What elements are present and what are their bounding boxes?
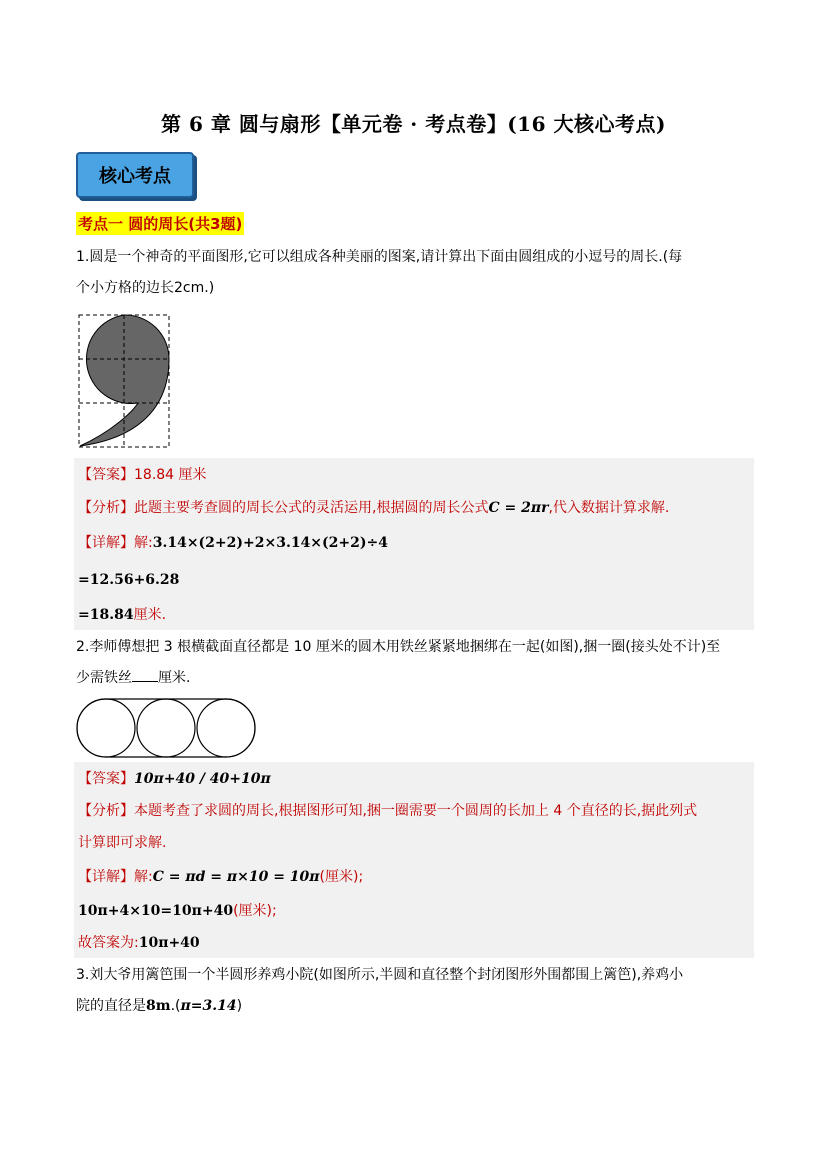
detail-unit: (厘米);	[319, 869, 364, 885]
analysis-text-1: 本题考查了求圆的周长,根据图形可知,捆一圈需要一个圆周的长加上 4 个直径的长,据此列式	[134, 803, 698, 819]
question-2-line-2	[76, 663, 756, 693]
question-3-line-2	[76, 991, 756, 1021]
core-points-badge: 核心考点	[76, 152, 194, 198]
final-answer-prefix: 故答案为:	[78, 935, 139, 951]
answer-block-2	[74, 762, 754, 958]
analysis-tag: 【分析】	[78, 500, 134, 516]
answer-tag: 【答案】	[78, 771, 134, 787]
answer-blank	[132, 667, 158, 682]
question-2-text-a: 少需铁丝	[76, 670, 132, 686]
step-3-unit: 厘米.	[133, 607, 167, 623]
circumference-formula: C = 2πr	[488, 500, 549, 516]
detail-prefix: 解:	[134, 869, 153, 885]
question-2-text-b: 厘米.	[158, 670, 191, 686]
three-logs-figure	[75, 697, 259, 761]
detail-expression: C = πd = π×10 = 10π	[152, 869, 320, 885]
question-2-line-1: 2.李师傅想把 3 根横截面直径都是 10 厘米的圆木用铁丝紧紧地捆绑在一起(如图),捆一圈(接头处不计)至	[76, 639, 721, 655]
section-heading: 考点一 圆的周长(共3题)	[76, 212, 244, 235]
analysis-tag: 【分析】	[78, 803, 134, 819]
diameter-value: 8m	[146, 998, 171, 1014]
question-3-text-a: 院的直径是	[76, 998, 146, 1014]
answer-value: 10π+40 / 40+10π	[134, 771, 271, 787]
question-1-line-1: 1.圆是一个神奇的平面图形,它可以组成各种美丽的图案,请计算出下面由圆组成的小逗号的周长.(每	[76, 249, 683, 265]
detail-tag: 【详解】	[78, 869, 134, 885]
comma-figure	[78, 313, 172, 449]
page-title: 第 6 章 圆与扇形【单元卷 · 考点卷】(16 大核心考点)	[161, 112, 666, 136]
answer-tag: 【答案】	[78, 467, 134, 483]
question-1-line-2: 个小方格的边长2cm.)	[76, 280, 215, 296]
analysis-end: ,代入数据计算求解.	[548, 500, 670, 516]
step-3: =18.84	[78, 607, 134, 623]
detail-prefix: 解:	[134, 535, 153, 551]
detail-expression: 3.14×(2+2)+2×3.14×(2+2)÷4	[152, 535, 388, 551]
step-2: 10π+4×10=10π+40	[78, 903, 234, 919]
detail-tag: 【详解】	[78, 535, 134, 551]
question-3-line-1: 3.刘大爷用篱笆围一个半圆形养鸡小院(如图所示,半圆和直径整个封闭图形外围都围上篱笆),养鸡小	[76, 967, 684, 983]
answer-block-1	[74, 458, 754, 630]
final-answer-value: 10π+40	[138, 935, 200, 951]
pi-value: π=3.14	[180, 998, 237, 1014]
analysis-text: 此题主要考查圆的周长公式的灵活运用,根据圆的周长公式	[134, 500, 489, 516]
step-2-unit: (厘米);	[233, 903, 277, 919]
answer-value: 18.84 厘米	[134, 467, 207, 483]
step-2: =12.56+6.28	[78, 572, 180, 588]
analysis-text-2: 计算即可求解.	[78, 835, 167, 851]
question-3-text-e: )	[236, 998, 243, 1014]
question-3-text-c: .(	[170, 998, 181, 1014]
